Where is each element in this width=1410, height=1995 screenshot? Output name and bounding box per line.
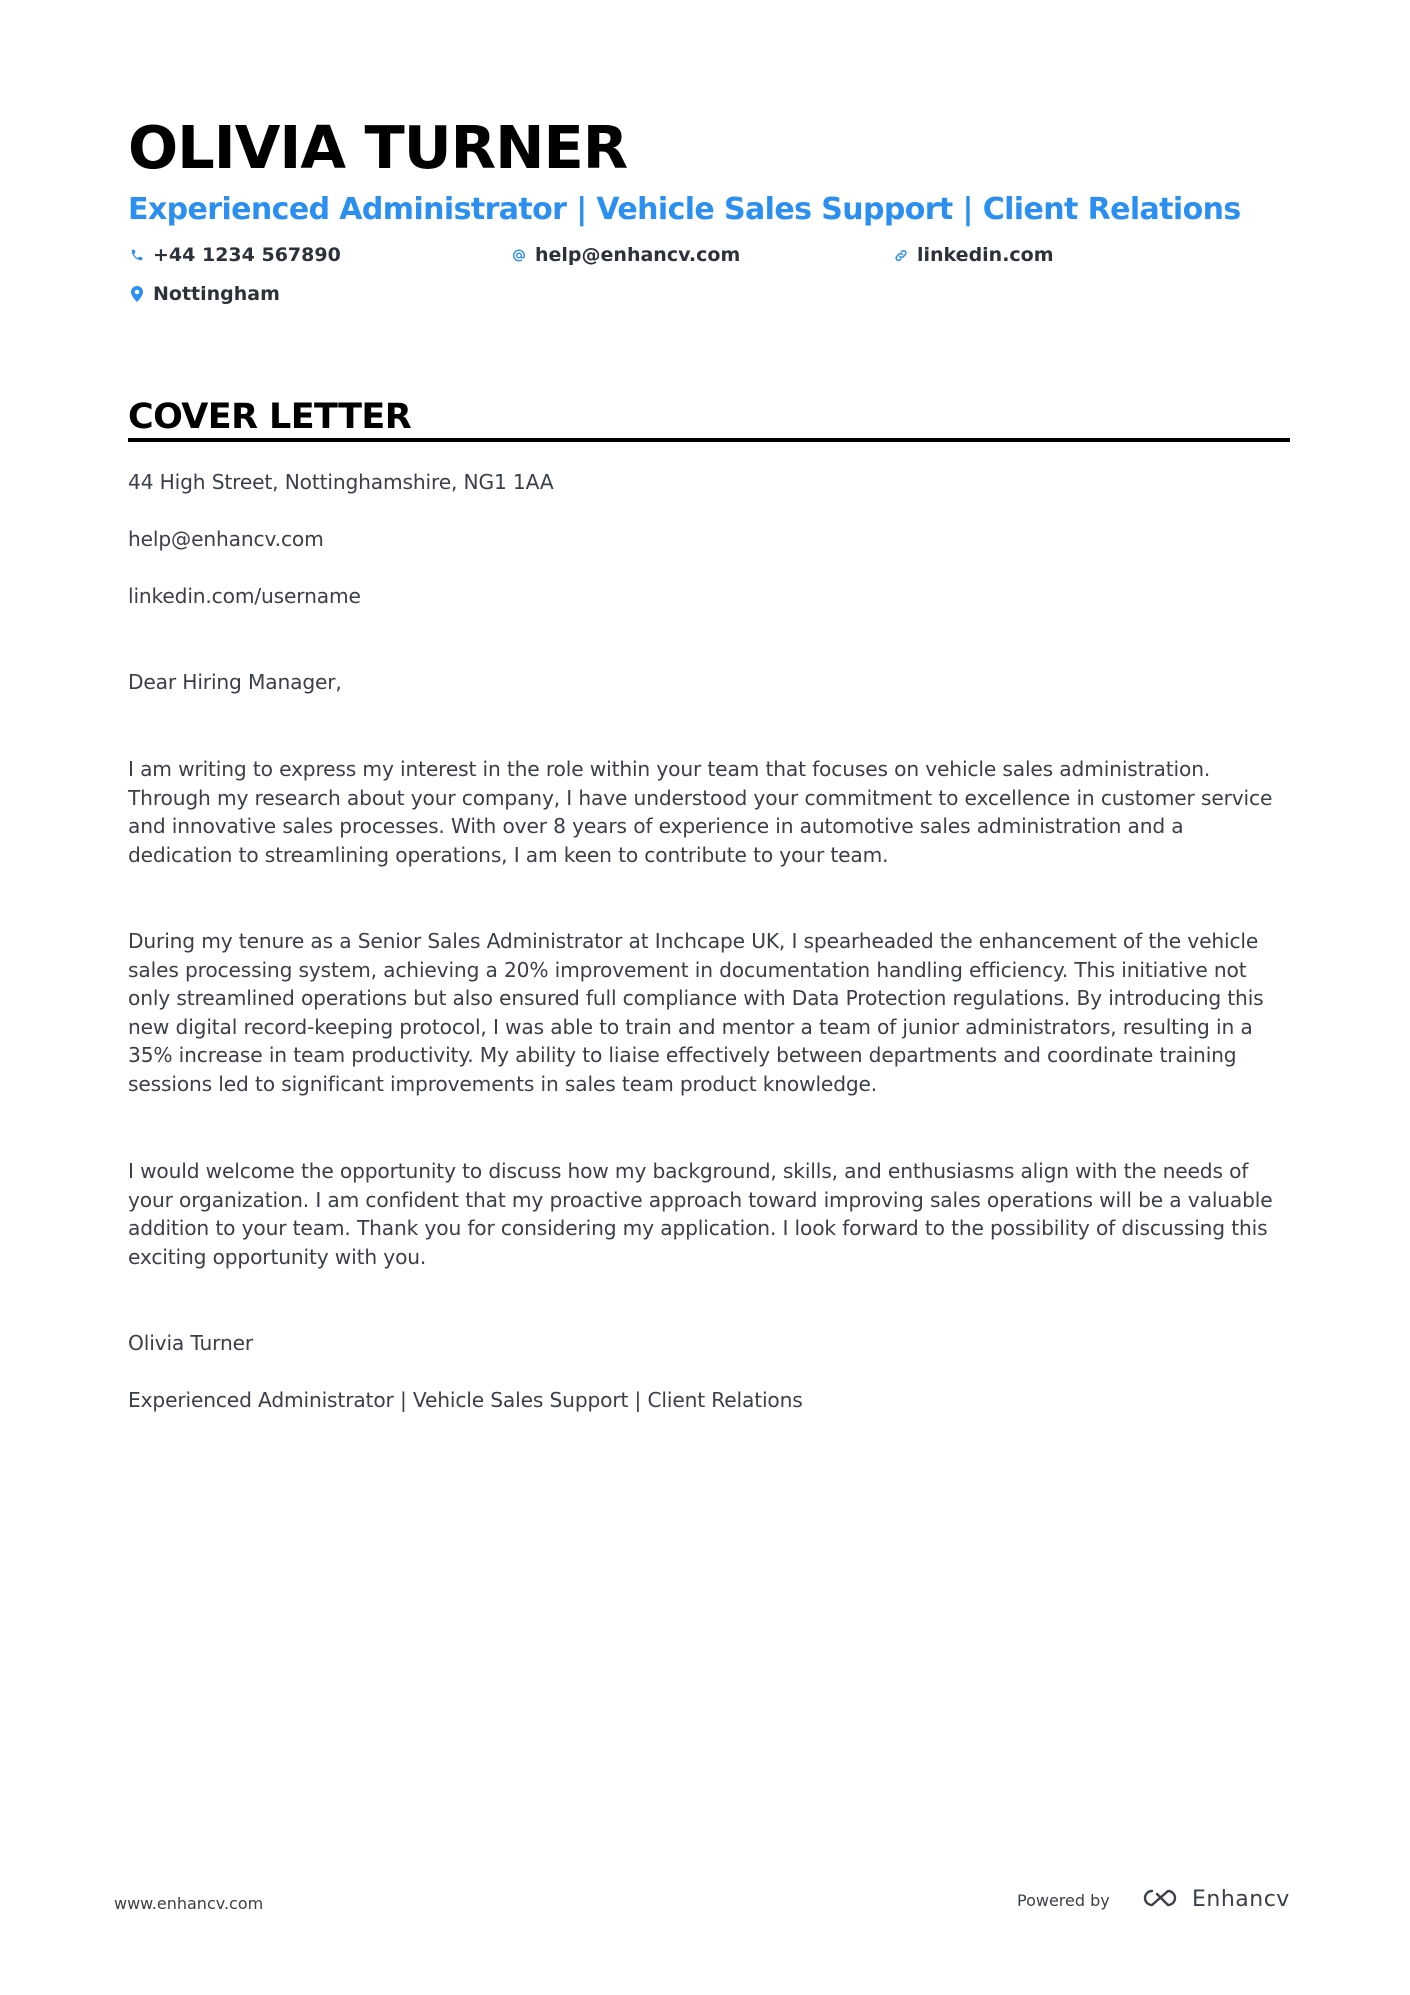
- footer-url[interactable]: www.enhancv.com: [114, 1894, 264, 1913]
- candidate-headline: Experienced Administrator | Vehicle Sales Support | Client Relations: [128, 192, 1241, 227]
- contact-phone: [130, 242, 341, 268]
- letter-paragraph-1: I am writing to express my interest in the role within your team that focuses on vehicle sales administration. Through my research about your company, I have understood your commitment to excellence in customer service and innovative sales processes. With over 8 years of experience in automotive sales administration and a dedication to streamlining operations, I am keen to contribute to your team.: [128, 757, 1273, 867]
- section-title: COVER LETTER: [128, 397, 412, 437]
- enhancv-logo-icon: [1138, 1886, 1184, 1914]
- section-divider: [128, 438, 1290, 442]
- letter-paragraph-2: During my tenure as a Senior Sales Administrator at Inchcape UK, I spearheaded the enhancement of the vehicle sales processing system, achieving a 20% improvement in documentation handling efficiency. This initiative not only streamlined operations but also ensured full compliance with Data Protection regulations. By introducing this new digital record-keeping protocol, I was able to train and mentor a team of junior administrators, resulting in a 35% increase in team productivity. My ability to liaise effectively between departments and coordinate training sessions led to significant improvements in sales team product knowledge.: [128, 929, 1264, 1096]
- candidate-name: OLIVIA TURNER: [128, 113, 628, 182]
- contact-phone-text: +44 1234 567890: [153, 244, 341, 266]
- signature-name: Olivia Turner: [128, 1331, 254, 1355]
- map-pin-icon: [130, 285, 144, 303]
- brand-name: Enhancv: [1192, 1887, 1290, 1912]
- contact-linkedin[interactable]: [894, 242, 1054, 268]
- link-icon: [894, 246, 908, 264]
- sender-address: 44 High Street, Nottinghamshire, NG1 1AA: [128, 470, 554, 494]
- contact-location-text: Nottingham: [153, 283, 280, 305]
- powered-by-label: Powered by: [1017, 1891, 1110, 1910]
- letter-paragraph-3: I would welcome the opportunity to discuss how my background, skills, and enthusiasms align with the needs of your organization. I am confident that my proactive approach toward improving sales operations will be a valuable addition to your team. Thank you for considering my application. I look forward to the possibility of discussing this exciting opportunity with you.: [128, 1159, 1273, 1269]
- at-icon: [512, 246, 526, 264]
- phone-icon: [130, 246, 144, 264]
- contact-email-text[interactable]: help@enhancv.com: [535, 244, 741, 266]
- contact-email[interactable]: [512, 242, 740, 268]
- sender-linkedin: linkedin.com/username: [128, 584, 361, 608]
- signature-title: Experienced Administrator | Vehicle Sales Support | Client Relations: [128, 1388, 803, 1412]
- contact-linkedin-text[interactable]: linkedin.com: [917, 244, 1054, 266]
- contact-location: [130, 281, 280, 307]
- salutation: Dear Hiring Manager,: [128, 670, 342, 694]
- brand-logo[interactable]: [1138, 1885, 1290, 1915]
- sender-email: help@enhancv.com: [128, 527, 324, 551]
